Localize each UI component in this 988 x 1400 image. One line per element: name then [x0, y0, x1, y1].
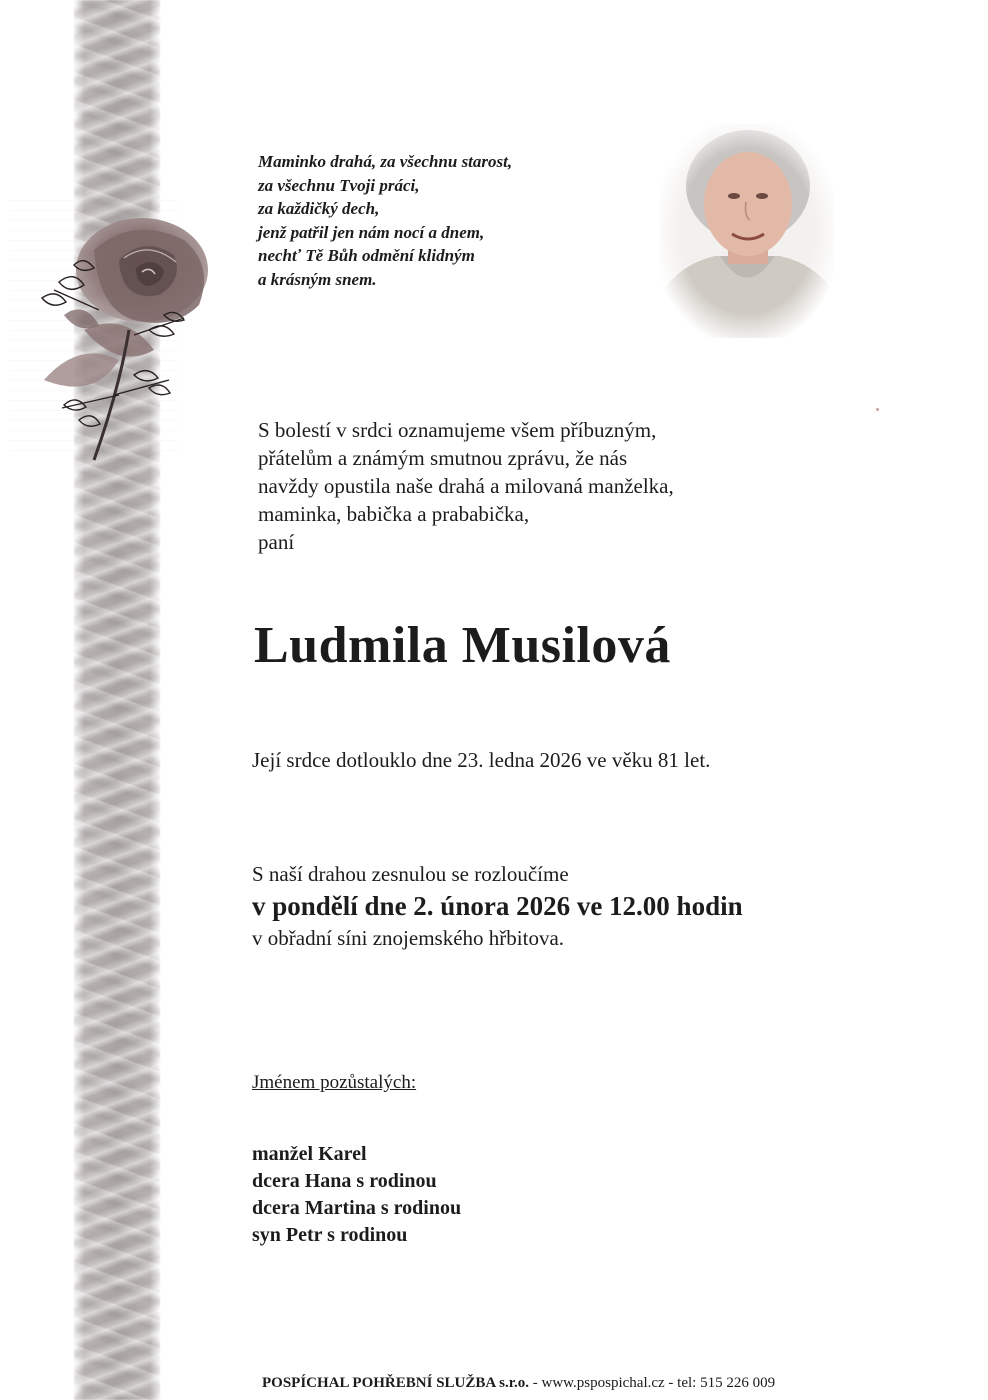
poem-line: jenž patřil jen nám nocí a dnem, — [258, 222, 485, 242]
scan-speck — [876, 408, 879, 411]
poem-line: Maminko drahá, za všechnu starost, — [258, 152, 513, 171]
survivor-item: dcera Hana s rodinou — [252, 1170, 437, 1192]
footer-company: POSPÍCHAL POHŘEBNÍ SLUŽBA s.r.o. — [262, 1375, 530, 1391]
footer-contact: - www.pspospichal.cz - tel: 515 226 009 — [529, 1375, 776, 1391]
farewell-intro: S naší drahou zesnulou se rozloučíme — [252, 862, 569, 886]
poem-line: nechť Tě Bůh odmění klidným — [258, 246, 475, 265]
announcement-line: maminka, babička a prababička, — [258, 502, 530, 526]
announcement-line: přátelům a známým smutnou zprávu, že nás — [258, 446, 628, 470]
poem-line: za všechnu Tvoji práci, — [258, 175, 420, 195]
rose-icon — [24, 210, 224, 470]
announcement-line: paní — [258, 530, 295, 554]
deceased-name: Ludmila Musilová — [254, 617, 671, 674]
farewell-place: v obřadní síni znojemského hřbitova. — [252, 926, 565, 950]
poem — [258, 150, 638, 291]
survivor-item: syn Petr s rodinou — [252, 1224, 408, 1246]
poem-line: a krásným snem. — [258, 269, 377, 289]
death-notice: Její srdce dotlouklo dne 23. ledna 2026 ve věku 81 let. — [252, 748, 711, 772]
poem-line: za každičký dech, — [258, 199, 380, 218]
farewell-datetime: v pondělí dne 2. února 2026 ve 12.00 hodin — [252, 891, 743, 921]
survivors-heading: Jménem pozůstalých: — [252, 1072, 417, 1093]
announcement-line: navždy opustila naše drahá a milovaná manželka, — [258, 474, 674, 498]
announcement-line: S bolestí v srdci oznamujeme všem příbuzným, — [258, 418, 657, 442]
survivor-item: dcera Martina s rodinou — [252, 1197, 462, 1219]
footer — [262, 1375, 775, 1392]
survivors-list — [252, 1141, 461, 1249]
farewell-info — [252, 860, 852, 952]
announcement — [258, 416, 818, 556]
survivor-item: manžel Karel — [252, 1143, 367, 1165]
portrait-photo — [660, 124, 834, 338]
